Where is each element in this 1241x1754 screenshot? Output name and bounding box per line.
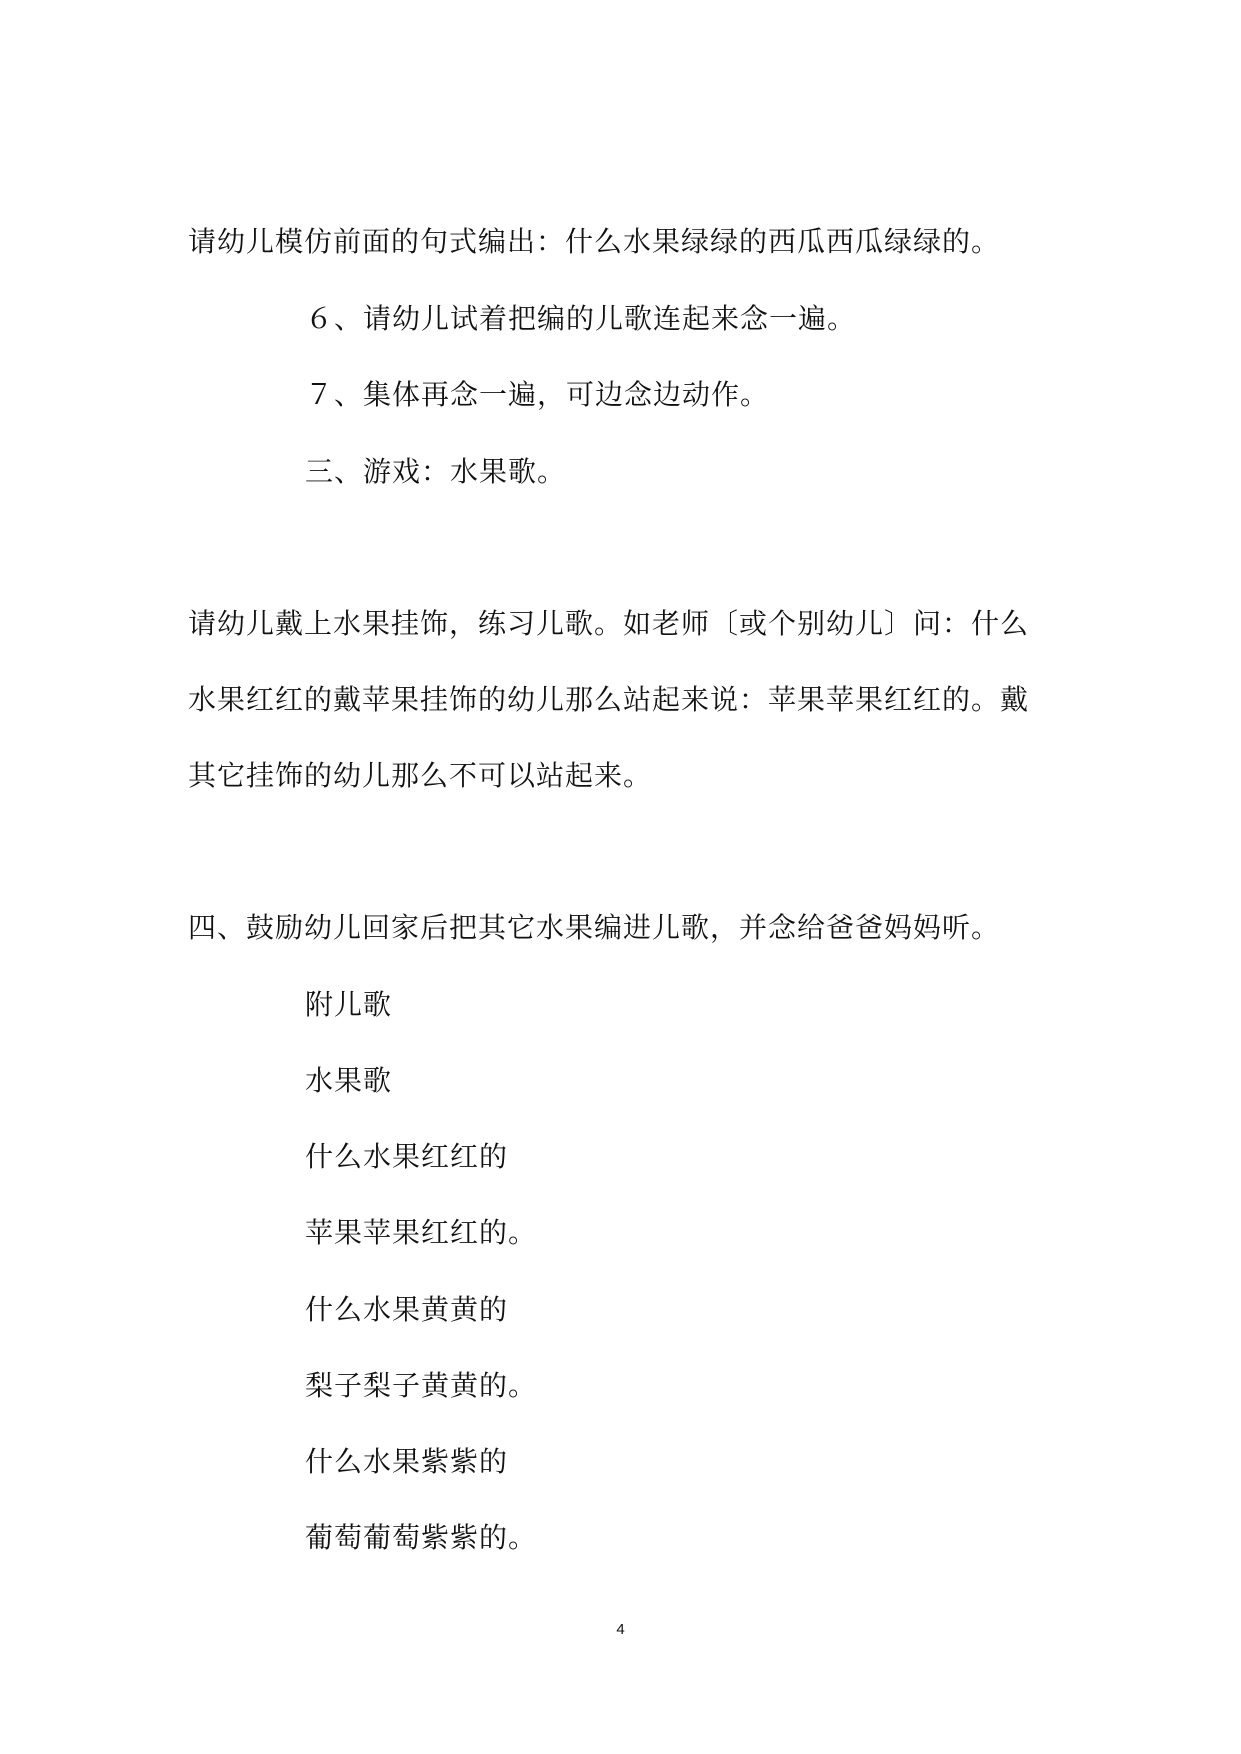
section-heading-game: 三、游戏：水果歌。 [305,455,567,488]
paragraph-line-6: 水果红红的戴苹果挂饰的幼儿那么站起来说：苹果苹果红红的。戴 [188,683,1030,716]
song-line-5: 什么水果紫紫的 [305,1445,509,1478]
song-line-3: 什么水果黄黄的 [305,1293,509,1326]
page-number: 4 [616,1621,625,1638]
song-line-2: 苹果苹果红红的。 [305,1216,538,1249]
song-line-6: 葡萄葡萄紫紫的。 [305,1521,538,1554]
song-line-1: 什么水果红红的 [305,1140,509,1173]
appendix-label: 附儿歌 [305,988,393,1021]
song-title: 水果歌 [305,1064,393,1097]
paragraph-line-1: 请幼儿模仿前面的句式编出：什么水果绿绿的西瓜西瓜绿绿的。 [188,225,1001,258]
paragraph-line-2: ６、请幼儿试着把编的儿歌连起来念一遍。 [305,302,857,335]
paragraph-line-5: 请幼儿戴上水果挂饰，练习儿歌。如老师〔或个别幼儿〕问：什么 [188,607,1030,640]
paragraph-line-7: 其它挂饰的幼儿那么不可以站起来。 [188,759,653,792]
song-line-4: 梨子梨子黄黄的。 [305,1369,538,1402]
section-heading-encourage: 四、鼓励幼儿回家后把其它水果编进儿歌，并念给爸爸妈妈听。 [188,911,1001,944]
paragraph-line-3: ７、集体再念一遍，可边念边动作。 [305,378,770,411]
